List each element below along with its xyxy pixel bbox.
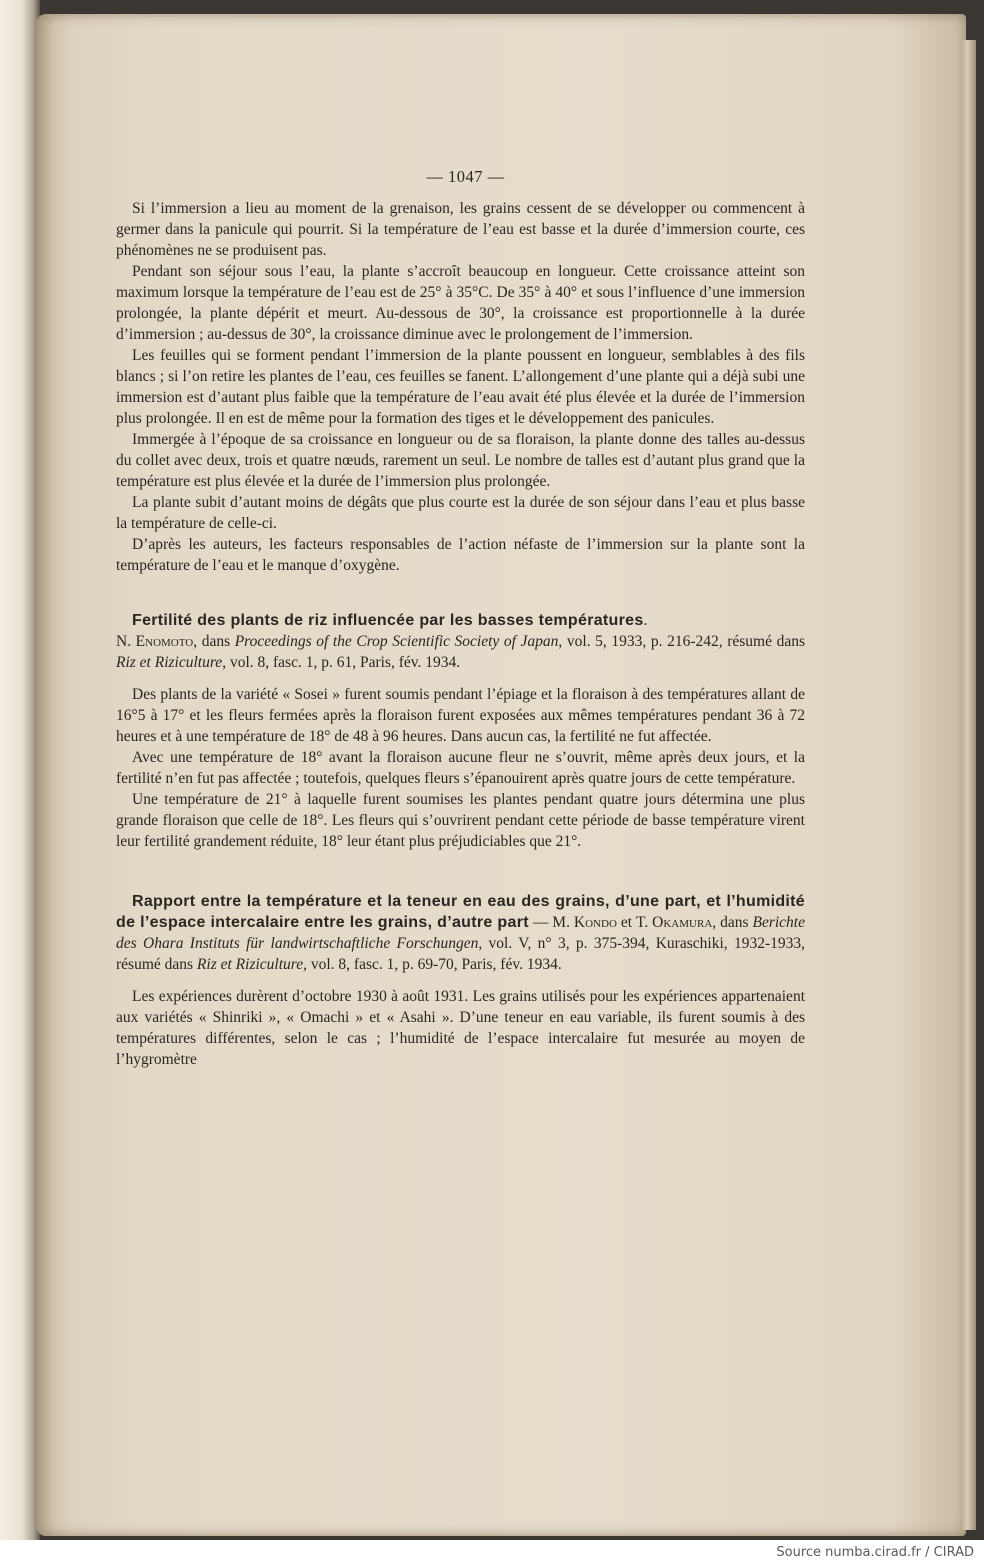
title-end: .	[643, 612, 648, 629]
article-heading	[116, 610, 805, 631]
paragraph: Les expériences durèrent d’octobre 1930 à août 1931. Les grains utilisés pour les expériences appartenaient aux variétés « Shinriki », « Omachi » et « Asahi ». D’une teneur en eau variable, ils furent soumis à des températures différentes, selon le cas ; l’humidité de l’espace intercalaire fut mesurée au moyen de l’hygromètre	[116, 988, 805, 1068]
paragraph: La plante subit d’autant moins de dégâts que plus courte est la durée de son séjour dans l’eau et plus basse la température de celle-ci.	[116, 494, 805, 532]
reference-author: N. Enomoto	[116, 633, 194, 650]
section-immersion	[116, 198, 805, 576]
paragraph: Une température de 21° à laquelle furent soumises les plantes pendant quatre jours détermina une plus grande floraison que celle de 18°. Les fleurs qui s’ouvrirent pendant cette période de basse température virent leur fertilité grandement réduite, 18° leur étant plus préjudiciables que 21°.	[116, 791, 805, 850]
previous-page-edge	[0, 0, 40, 1540]
article-reference	[116, 631, 805, 673]
article-title: Rapport entre la température et la teneur en eau des grains, d’une part, et l’humidité de l’espace intercalaire entre les grains, d’autre part	[116, 893, 805, 931]
page-stack-edge	[962, 40, 976, 1530]
paragraph: Immergée à l’époque de sa croissance en longueur ou de sa floraison, la plante donne des talles au-dessus du collet avec deux, trois et quatre nœuds, rarement un seul. Le nombre de talles est d’autant plus grand que la température est plus élevée et la durée de l’immersion plus prolongée.	[116, 431, 805, 490]
reference-text: , vol. 8, fasc. 1, p. 69-70, Paris, fév. 1934.	[303, 956, 562, 973]
paragraph: Des plants de la variété « Sosei » furent soumis pendant l’épiage et la floraison à des températures allant de 16°5 à 17° et les fleurs fermées après la floraison furent exposées aux mêmes températures pendant 36 à 72 heures et à une température de 18° de 48 à 96 heures. Dans aucun cas, la fertilité ne fut affectée.	[116, 686, 805, 745]
page-text	[116, 166, 805, 1070]
article-heading	[116, 891, 805, 975]
section-fertilite	[116, 610, 805, 852]
paragraph: D’après les auteurs, les facteurs responsables de l’action néfaste de l’immersion sur la plante sont la température de l’eau et le manque d’oxygène.	[116, 536, 805, 574]
paragraph: Les feuilles qui se forment pendant l’immersion de la plante poussent en longueur, semblables à des fils blancs ; si l’on retire les plantes de l’eau, ces feuilles se fanent. L’allongement d’une plante qui a déjà subi une immersion est d’autant plus faible que la température de l’eau avait été plus élevée et la durée de l’immersion plus prolongée. Il en est de même pour la formation des tiges et le développement des panicules.	[116, 347, 805, 427]
article-title: Fertilité des plants de riz influencée par les basses températures	[132, 612, 644, 629]
page-number: — 1047 —	[426, 167, 505, 186]
source-credit: Source numba.cirad.fr / CIRAD	[776, 1545, 974, 1560]
reference-review: Riz et Riziculture	[116, 654, 223, 671]
reference-journal: Proceedings of the Crop Scientific Society of Japan	[234, 633, 559, 650]
reference-text: —	[528, 914, 553, 931]
reference-review: Riz et Riziculture	[196, 956, 304, 973]
paragraph: Pendant son séjour sous l’eau, la plante s’accroît beaucoup en longueur. Cette croissance atteint son maximum lorsque la température de l’eau est de 25° à 35°C. De 35° à 40° et sous l’influence d’une immersion prolongée, la plante dépérit et meurt. Au-dessous de 30°, la croissance est proportionnelle à la durée d’immersion ; au-dessus de 30°, la croissance diminue avec le prolongement de l’immersion.	[116, 263, 805, 343]
reference-text: , dans	[193, 633, 235, 650]
reference-text: , vol. 5, 1933, p. 216-242, résumé dans	[558, 633, 805, 650]
section-rapport	[116, 891, 805, 1070]
reference-text: et	[616, 914, 637, 931]
reference-author: T. Okamura	[636, 914, 713, 931]
reference-author: M. Kondo	[552, 914, 617, 931]
reference-journal: Berichte des Ohara Instituts für landwirtschaftliche Forschungen	[116, 914, 805, 952]
reference-text: , vol. V, n° 3, p. 375-394, Kuraschiki, 1932-1933, résumé dans	[116, 935, 805, 973]
paragraph: Si l’immersion a lieu au moment de la grenaison, les grains cessent de se développer ou commencent à germer dans la panicule qui pourrit. Si la température de l’eau est basse et la durée d’immersion courte, ces phénomènes ne se produisent pas.	[116, 200, 805, 259]
reference-text: , vol. 8, fasc. 1, p. 61, Paris, fév. 1934.	[222, 654, 461, 671]
paragraph: Avec une température de 18° avant la floraison aucune fleur ne s’ouvrit, même après deux jours, et la fertilité n’en fut pas affectée ; toutefois, quelques fleurs s’épanouirent après quatre jours de cette température.	[116, 749, 805, 787]
reference-text: , dans	[712, 914, 753, 931]
